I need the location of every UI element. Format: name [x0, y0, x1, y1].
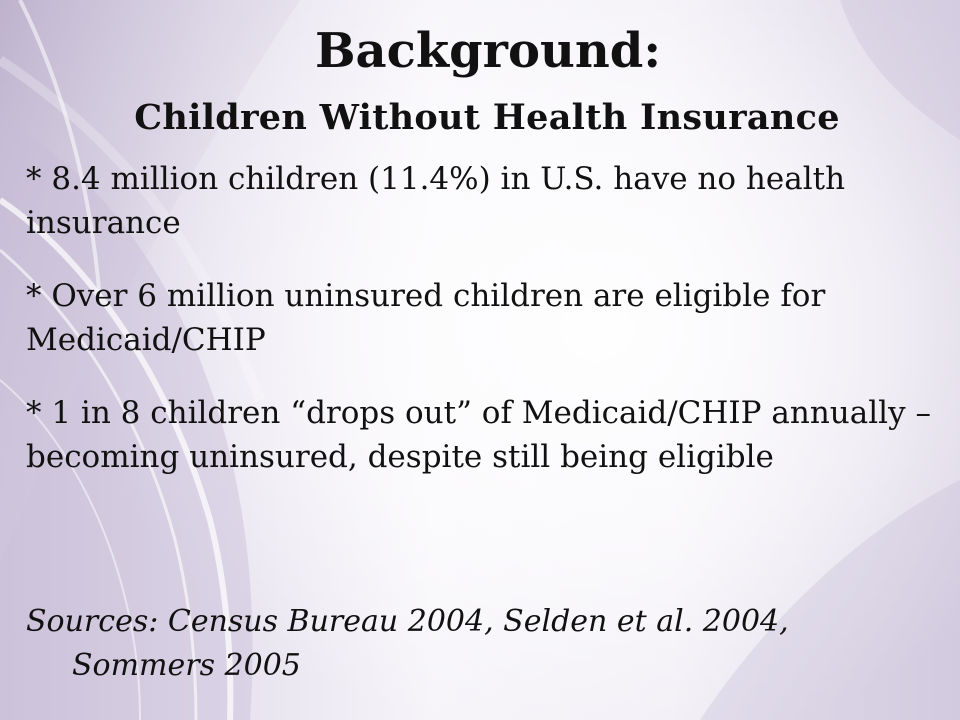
- sources-citation: Sources: Census Bureau 2004, Selden et al. 2004, Sommers 2005: [26, 604, 789, 683]
- bullet-uninsured-count: * 8.4 million children (11.4%) in U.S. have no health insurance: [26, 161, 846, 241]
- bullet-dropout-rate: * 1 in 8 children “drops out” of Medicaid/CHIP annually – becoming uninsured, despite still being eligible: [26, 395, 931, 475]
- slide-subtitle: Children Without Health Insurance: [134, 97, 840, 138]
- bullet-eligible-medicaid: * Over 6 million uninsured children are eligible for Medicaid/CHIP: [26, 278, 826, 358]
- slide-title: Background:: [314, 23, 662, 79]
